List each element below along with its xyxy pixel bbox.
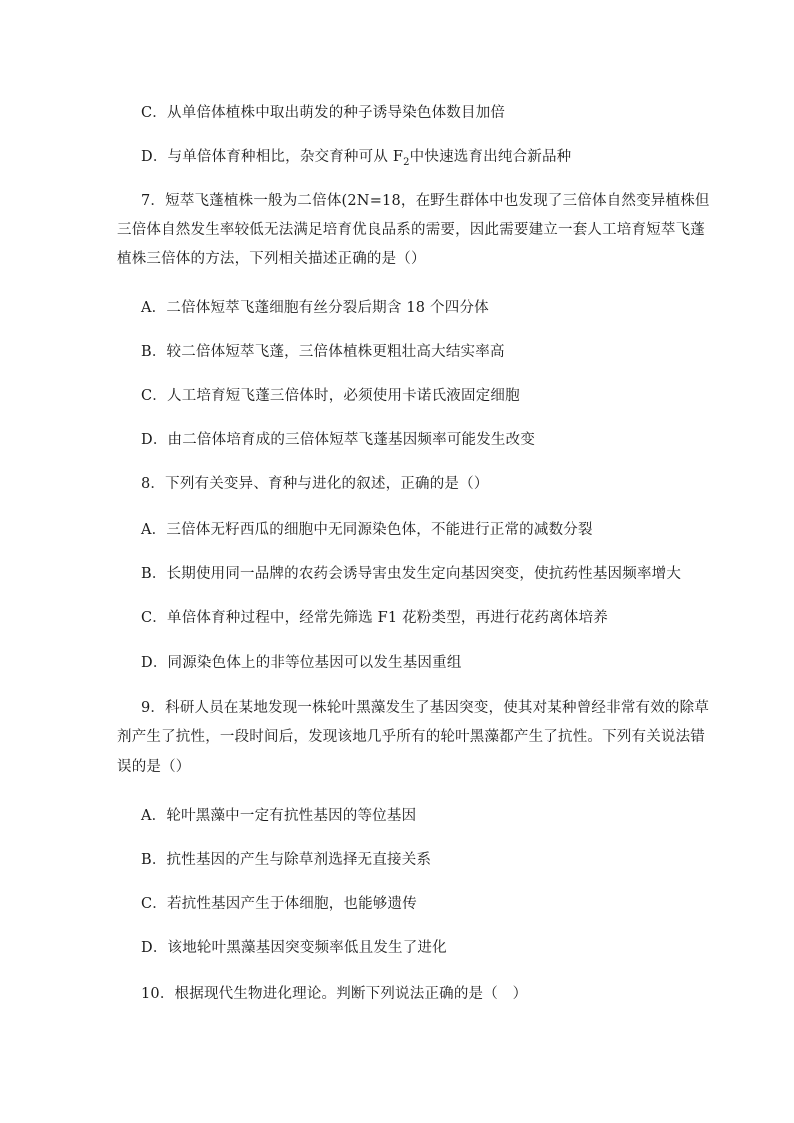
- q9-option-d: D．该地轮叶黑藻基因突变频率低且发生了进化: [141, 940, 447, 956]
- q7-stem-line-3: 植株三倍体的方法，下列相关描述正确的是（）: [117, 251, 426, 267]
- q7-option-c: C．人工培育短飞蓬三倍体时，必须使用卡诺氏液固定细胞: [141, 388, 520, 404]
- q7-stem-line-2: 三倍体自然发生率较低无法满足培育优良品系的需要，因此需要建立一套人工培育短萃飞蓬: [117, 222, 705, 238]
- q9-stem-line-2: 剂产生了抗性，一段时间后，发现该地几乎所有的轮叶黑藻都产生了抗性。下列有关说法错: [117, 729, 705, 745]
- q7-option-b: B．较二倍体短萃飞蓬，三倍体植株更粗壮高大结实率高: [141, 344, 505, 360]
- q8-option-b: B．长期使用同一品牌的农药会诱导害虫发生定向基因突变，使抗药性基因频率增大: [141, 566, 682, 582]
- q6-option-d-post: 中快速选育出纯合新品种: [409, 149, 572, 165]
- q7-option-a: A．二倍体短萃飞蓬细胞有丝分裂后期含 18 个四分体: [141, 300, 489, 316]
- q10-stem-line-1: 10．根据现代生物进化理论。判断下列说法正确的是（ ）: [141, 986, 528, 1002]
- q7-option-d: D．由二倍体培育成的三倍体短萃飞蓬基因频率可能发生改变: [141, 432, 536, 448]
- q8-stem-line-1: 8．下列有关变异、育种与进化的叙述，正确的是（）: [141, 476, 489, 492]
- q8-option-d: D．同源染色体上的非等位基因可以发生基因重组: [141, 655, 462, 671]
- q6-option-c: C．从单倍体植株中取出萌发的种子诱导染色体数目加倍: [141, 105, 506, 121]
- q9-stem-line-1: 9．科研人员在某地发现一株轮叶黑藻发生了基因突变，使其对某种曾经非常有效的除草: [141, 700, 710, 716]
- q6-option-d-pre: D．与单倍体育种相比，杂交育种可从 F: [141, 149, 404, 165]
- q9-option-c: C．若抗性基因产生于体细胞，也能够遗传: [141, 896, 417, 912]
- q8-option-c: C．单倍体育种过程中，经常先筛选 F1 花粉类型，再进行花药离体培养: [141, 610, 608, 626]
- q8-option-a: A．三倍体无籽西瓜的细胞中无同源染色体，不能进行正常的减数分裂: [141, 522, 593, 538]
- q9-stem-line-3: 误的是（）: [117, 759, 191, 775]
- q6-option-d-subscript: 2: [403, 156, 410, 168]
- q9-option-a: A．轮叶黑藻中一定有抗性基因的等位基因: [141, 808, 417, 824]
- q9-option-b: B．抗性基因的产生与除草剂选择无直接关系: [141, 852, 432, 868]
- q7-stem-line-1: 7．短萃飞蓬植株一般为二倍体(2N=18，在野生群体中也发现了三倍体自然变异植株但: [141, 193, 710, 209]
- q6-option-d: [141, 147, 571, 167]
